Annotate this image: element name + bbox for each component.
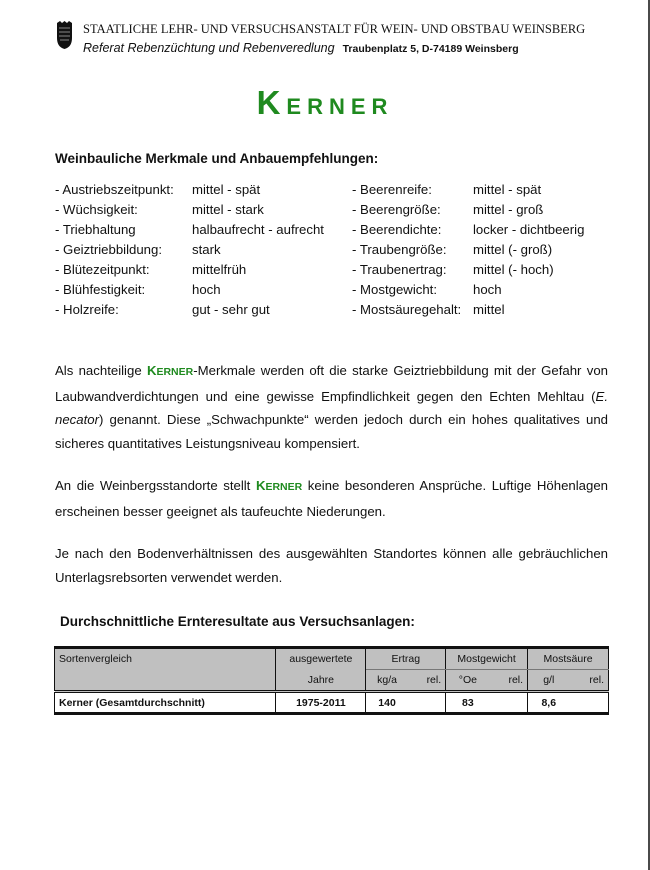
rel-mostgewicht: rel. [490, 670, 528, 692]
feature-row: - Blühfestigkeit: hoch [55, 282, 221, 297]
department-name: Referat Rebenzüchtung und Rebenveredlung [83, 41, 335, 55]
coat-of-arms-icon [56, 20, 73, 50]
table-subheader-row [55, 670, 609, 692]
paragraph-weaknesses: Als nachteilige KERNER-Merkmale werden oft die starke Geiztriebbildung mit der Gefahr von Laubwandverdichtungen und eine gewisse Empfindlichkeit gegen den Echten Mehltau (E. necator) genannt. Diese „Schwachpunkte“ werden jedoch durch ein hohes qualitatives und sicheres quantitatives Leistungsniveau kompensiert. [55, 363, 608, 451]
table-header-row [55, 648, 609, 670]
variety-name: KERNER [146, 363, 194, 378]
col-header-mostsaeure: Mostsäure [528, 648, 609, 670]
table-row: Kerner (Gesamtdurchschnitt) 1975-2011 140 83 8,6 [55, 692, 609, 714]
results-heading: Durchschnittliche Ernteresultate aus Versuchsanlagen: [60, 614, 415, 629]
blank-cell [55, 670, 276, 692]
rel-ertrag: rel. [408, 670, 446, 692]
rel-mostsaeure: rel. [569, 670, 608, 692]
feature-row: - Triebhaltung halbaufrecht - aufrecht [55, 222, 324, 237]
feature-row: - Mostgewicht: hoch [352, 282, 502, 297]
feature-row: - Beerenreife: mittel - spät [352, 182, 542, 197]
feature-row: - Blütezeitpunkt: mittelfrüh [55, 262, 247, 277]
page-title: KERNER [256, 84, 394, 121]
feature-row: - Mostsäuregehalt: mittel [352, 302, 505, 317]
feature-row: - Traubengröße: mittel (- groß) [352, 242, 553, 257]
unit-ertrag: kg/a [366, 670, 408, 692]
variety-name: KERNER [255, 478, 303, 493]
address: Traubenplatz 5, D-74189 Weinsberg [342, 43, 519, 55]
institution-name: STAATLICHE LEHR- UND VERSUCHSANSTALT FÜR WEIN- UND OBSTBAU WEINSBERG [83, 22, 586, 36]
results-table [54, 646, 609, 715]
paragraph-sites: An die Weinbergsstandorte stellt KERNER keine besonderen Ansprüche. Luftige Höhenlagen erscheinen besser geeignet als taufeuchte Niederungen. [55, 478, 609, 519]
feature-row: - Traubenertrag: mittel (- hoch) [352, 262, 554, 277]
col-header-ertrag: Ertrag [366, 648, 446, 670]
feature-row: - Wüchsigkeit: mittel - stark [55, 202, 264, 217]
features-left-list [55, 180, 324, 320]
feature-row: - Beerendichte: locker - dichtbeerig [352, 222, 585, 237]
feature-row: - Beerengröße: mittel - groß [352, 202, 544, 217]
col-header-sorten: Sortenvergleich [55, 648, 276, 670]
unit-mostgewicht: °Oe [446, 670, 490, 692]
feature-row: - Austriebszeitpunkt: mittel - spät [55, 182, 261, 197]
features-right-list [352, 180, 584, 320]
feature-row: - Geiztriebbildung: stark [55, 242, 221, 257]
paragraph-rootstocks: Je nach den Bodenverhältnissen des ausgewählten Standortes können alle gebräuchlichen Unterlagsrebsorten verwendet werden. [55, 546, 608, 585]
department-line [83, 39, 519, 57]
col-header-years: ausgewertete [276, 648, 366, 670]
feature-row: - Holzreife: gut - sehr gut [55, 302, 270, 317]
features-heading: Weinbauliche Merkmale und Anbauempfehlungen: [55, 151, 379, 166]
col-header-years-2: Jahre [276, 670, 366, 692]
unit-mostsaeure: g/l [528, 670, 570, 692]
col-header-mostgewicht: Mostgewicht [446, 648, 528, 670]
